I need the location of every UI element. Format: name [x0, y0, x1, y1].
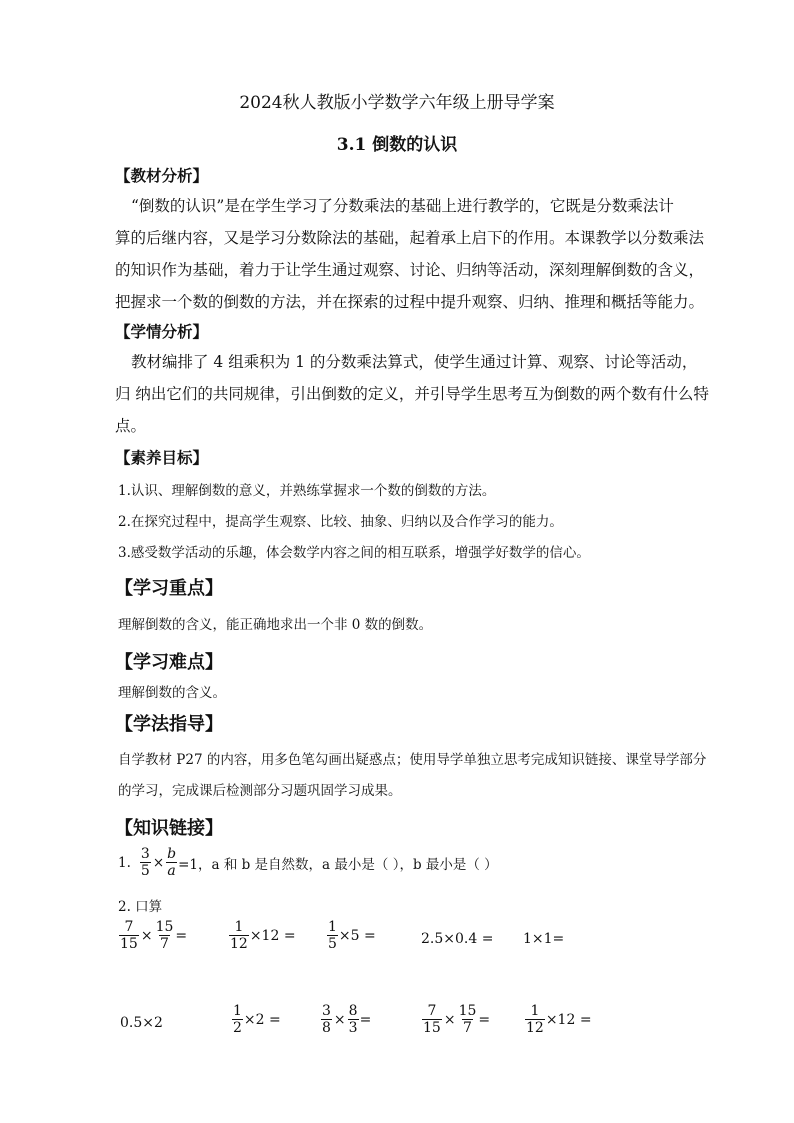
method-guide-heading: 【学法指导】 — [115, 714, 223, 735]
expression-rest: ×12 = — [249, 927, 296, 944]
learner-analysis-heading: 【学情分析】 — [115, 322, 209, 341]
calc-expression — [320, 1003, 371, 1036]
fraction — [232, 1003, 243, 1036]
fraction — [327, 919, 338, 952]
goal-item: 3.感受数学活动的乐趣，体会数学内容之间的相互联系，增强学好数学的信心。 — [118, 545, 590, 561]
difficulties-heading: 【学习难点】 — [115, 652, 223, 673]
expression-rest: ×12 = — [545, 1011, 592, 1028]
denominator: 7 — [463, 1020, 472, 1036]
fraction — [229, 919, 249, 952]
method-guide-line: 的学习，完成课后检测部分习题巩固学习成果。 — [118, 783, 402, 799]
calc-expression — [231, 1003, 281, 1036]
equals-sign: = — [359, 1011, 372, 1028]
denominator: 3 — [348, 1020, 358, 1036]
fraction — [348, 1003, 359, 1036]
numerator: 7 — [124, 919, 134, 935]
equals-sign: = — [175, 927, 188, 944]
numerator: 15 — [458, 1003, 477, 1019]
difficulties-text: 理解倒数的含义。 — [118, 685, 226, 701]
numerator: 3 — [322, 1003, 331, 1019]
numerator: 1 — [234, 919, 244, 935]
calc-expression: 0.5×2 — [120, 1015, 163, 1031]
question-number: 1. — [118, 854, 131, 871]
calc-expression: 2.5×0.4 = — [421, 931, 494, 947]
calc-expression — [524, 1003, 592, 1036]
fraction — [119, 919, 139, 952]
lesson-title: 3.1 倒数的认识 — [336, 135, 458, 155]
denominator: 5 — [328, 936, 337, 952]
times-sign: × — [152, 854, 165, 871]
question-text: =1，a 和 b 是自然数，a 最小是（ ），b 最小是（ ） — [178, 856, 498, 873]
learner-analysis-body — [115, 346, 715, 442]
fraction — [525, 1003, 545, 1036]
goal-item: 1.认识、理解倒数的意义，并熟练掌握求一个数的倒数的方法。 — [118, 483, 496, 499]
times-sign: × — [443, 1011, 456, 1028]
document-title: 2024秋人教版小学数学六年级上册导学案 — [239, 93, 555, 113]
literacy-goals-heading: 【素养目标】 — [115, 448, 209, 467]
numerator: 1 — [530, 1003, 540, 1019]
paragraph-line: 教材编排了 4 组乘积为 1 的分数乘法算式，使学生通过计算、观察、讨论等活动， — [131, 353, 698, 371]
fraction — [166, 846, 177, 879]
textbook-analysis-body — [115, 190, 715, 318]
paragraph-line: “倒数的认识”是在学生学习了分数乘法的基础上进行教学的，它既是分数乘法计 — [131, 197, 674, 215]
denominator: 7 — [160, 936, 169, 952]
calc-expression — [228, 919, 296, 952]
denominator: 12 — [230, 936, 248, 952]
paragraph-line: 的知识作为基础，着力于让学生通过观察、讨论、归纳等活动，深刻理解倒数的含义， — [115, 261, 705, 279]
question-2-label: 2. 口算 — [118, 899, 163, 915]
numerator: 8 — [348, 1003, 358, 1019]
numerator: 7 — [427, 1003, 437, 1019]
textbook-analysis-heading: 【教材分析】 — [115, 166, 209, 185]
fraction — [321, 1003, 332, 1036]
numerator: 15 — [155, 919, 174, 935]
denominator: a — [167, 863, 176, 879]
equals-sign: = — [478, 1011, 491, 1028]
numerator: b — [167, 846, 177, 862]
expression-rest: ×5 = — [338, 927, 376, 944]
denominator: 2 — [233, 1020, 242, 1036]
numerator: 3 — [140, 846, 150, 862]
paragraph-line: 点。 — [115, 417, 147, 435]
denominator: 15 — [423, 1020, 441, 1036]
denominator: 12 — [526, 1020, 544, 1036]
paragraph-line: 算的后继内容，又是学习分数除法的基础，起着承上启下的作用。本课教学以分数乘法 — [115, 229, 705, 247]
denominator: 5 — [140, 863, 150, 879]
key-points-heading: 【学习重点】 — [115, 578, 223, 599]
times-sign: × — [140, 927, 153, 944]
calc-expression — [326, 919, 376, 952]
calc-expression — [421, 1003, 490, 1036]
paragraph-line: 归 纳出它们的共同规律，引出倒数的定义，并引导学生思考互为倒数的两个数有什么特 — [115, 385, 709, 403]
fraction — [140, 846, 151, 879]
question-1 — [118, 846, 498, 879]
key-points-text: 理解倒数的含义，能正确地求出一个非 0 数的倒数。 — [118, 617, 433, 633]
denominator: 15 — [120, 936, 138, 952]
numerator: 1 — [328, 919, 337, 935]
fraction — [155, 919, 175, 952]
calc-expression: 1×1= — [523, 931, 565, 947]
goal-item: 2.在探究过程中，提高学生观察、比较、抽象、归纳以及合作学习的能力。 — [118, 514, 563, 530]
expression-rest: ×2 = — [243, 1011, 281, 1028]
denominator: 8 — [322, 1020, 331, 1036]
method-guide-line: 自学教材 P27 的内容，用多色笔勾画出疑惑点；使用导学单独立思考完成知识链接、课堂导学部分 — [118, 752, 707, 768]
calc-expression — [118, 919, 187, 952]
numerator: 1 — [233, 1003, 242, 1019]
fraction — [458, 1003, 478, 1036]
knowledge-link-heading: 【知识链接】 — [115, 818, 223, 839]
paragraph-line: 把握求一个数的倒数的方法，并在探索的过程中提升观察、归纳、推理和概括等能力。 — [115, 293, 705, 311]
fraction — [422, 1003, 442, 1036]
times-sign: × — [333, 1011, 346, 1028]
